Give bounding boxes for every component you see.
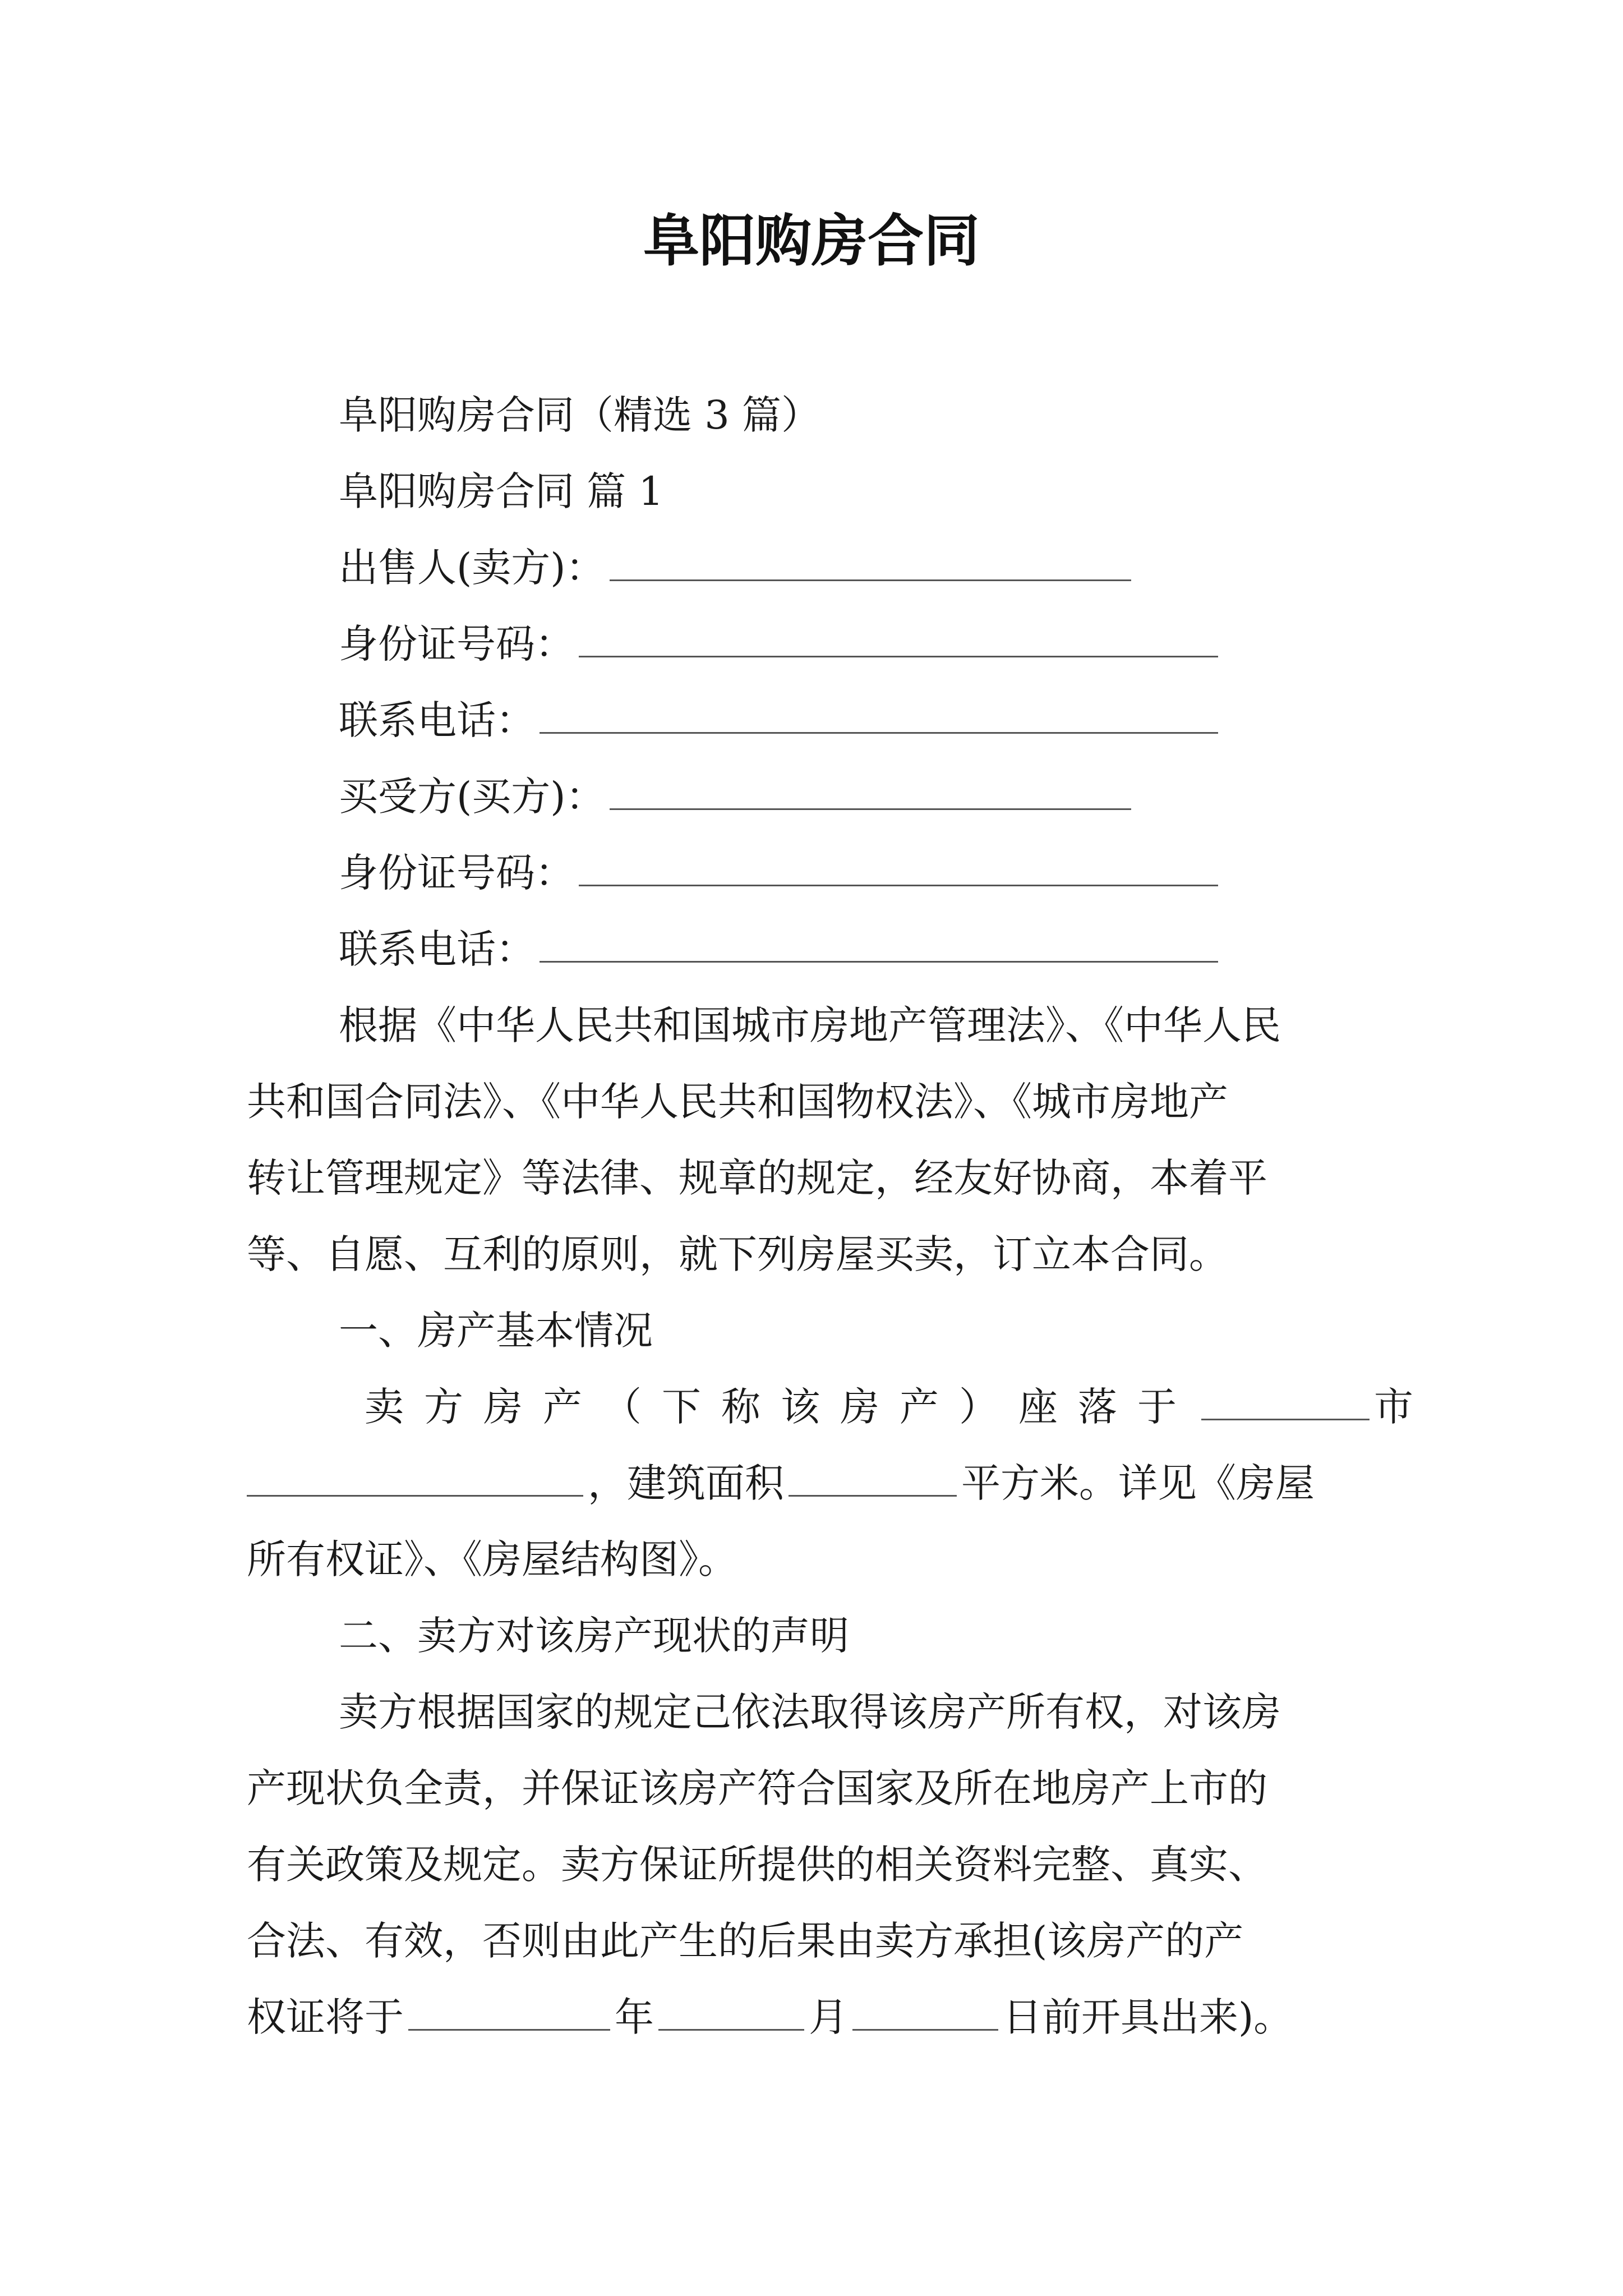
section-heading: 阜阳购房合同 篇 1 (339, 468, 664, 514)
seller-phone-line (339, 692, 1483, 748)
date-line-start: 权证将于 (247, 1994, 404, 2040)
document-title: 阜阳购房合同 (643, 208, 980, 274)
buyer-line (339, 769, 1483, 825)
buyer-id-line (339, 845, 1483, 901)
buyer-id-blank[interactable] (579, 845, 1218, 886)
seller-id-blank[interactable] (579, 616, 1218, 657)
seller-line (339, 540, 1483, 596)
subtitle: 阜阳购房合同（精选 3 篇） (339, 392, 821, 438)
day-blank[interactable] (852, 1990, 998, 2031)
article1-location-text: 卖方房产（下称该房产）座落于 (365, 1384, 1197, 1430)
seller-phone-blank[interactable] (540, 693, 1218, 734)
article2-line: 有关政策及规定。卖方保证所提供的相关资料完整、真实、 (247, 1842, 1267, 1888)
seller-label: 出售人(卖方)： (339, 545, 605, 591)
article2-date-line (247, 1989, 1391, 2045)
buyer-label: 买受方(买方)： (339, 774, 605, 820)
article2-line: 合法、有效，否则由此产生的后果由卖方承担(该房产的产 (247, 1918, 1244, 1964)
area-label: ，建筑面积 (588, 1460, 784, 1506)
area-blank[interactable] (789, 1456, 957, 1497)
preamble-line: 根据《中华人民共和国城市房地产管理法》、《中华人民 (339, 1002, 1281, 1048)
buyer-phone-label: 联系电话： (339, 926, 535, 972)
buyer-phone-blank[interactable] (540, 922, 1218, 963)
buyer-id-label: 身份证号码： (339, 850, 574, 896)
article2-heading: 二、卖方对该房产现状的声明 (339, 1613, 849, 1659)
seller-id-line (339, 616, 1483, 672)
year-blank[interactable] (408, 1990, 610, 2031)
article1-location-line (365, 1379, 1509, 1435)
preamble-line: 共和国合同法》、《中华人民共和国物权法》、《城市房地产 (247, 1079, 1228, 1125)
month-blank[interactable] (658, 1990, 804, 2031)
article2-line: 产现状负全责，并保证该房产符合国家及所在地房产上市的 (247, 1765, 1267, 1811)
article2-line: 卖方根据国家的规定己依法取得该房产所有权，对该房 (339, 1689, 1281, 1735)
date-line-end: 日前开具出来)。 (1003, 1994, 1293, 2040)
article1-certificate-line: 所有权证》、《房屋结构图》。 (247, 1536, 737, 1582)
city-blank[interactable] (1201, 1379, 1370, 1420)
area-unit: 平方米。详见《房屋 (961, 1460, 1315, 1506)
seller-blank[interactable] (610, 540, 1131, 581)
seller-id-label: 身份证号码： (339, 621, 574, 667)
preamble-line: 转让管理规定》等法律、规章的规定，经友好协商，本着平 (247, 1155, 1267, 1201)
article1-area-line (247, 1455, 1391, 1511)
buyer-phone-line (339, 921, 1483, 977)
seller-phone-label: 联系电话： (339, 697, 535, 743)
article1-heading: 一、房产基本情况 (339, 1308, 653, 1354)
city-suffix: 市 (1374, 1384, 1413, 1430)
buyer-blank[interactable] (610, 769, 1131, 810)
month-label: 月 (809, 1994, 848, 2040)
year-label: 年 (615, 1994, 654, 2040)
address-blank[interactable] (247, 1456, 583, 1497)
preamble-line: 等、自愿、互利的原则，就下列房屋买卖，订立本合同。 (247, 1231, 1228, 1277)
